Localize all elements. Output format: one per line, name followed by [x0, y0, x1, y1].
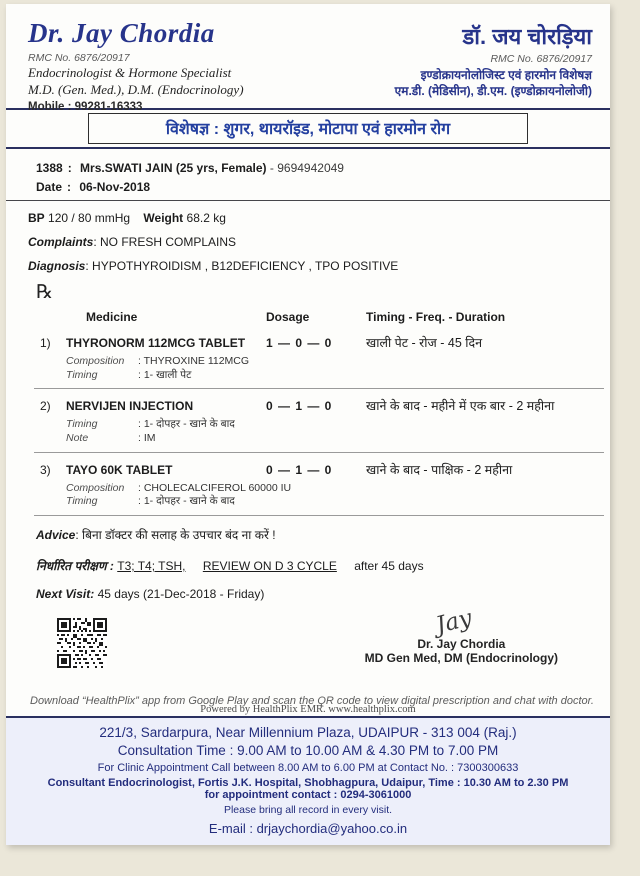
patient-id-row	[36, 159, 610, 178]
detail-label: Composition	[66, 481, 125, 494]
doctor-name-hindi: डॉ. जय चोरड़िया	[462, 24, 592, 49]
medicine-main-line	[40, 334, 610, 351]
signature-doctor-degree: MD Gen Med, DM (Endocrinology)	[364, 651, 558, 666]
next-visit-value: 45 days (21-Dec-2018 - Friday)	[97, 587, 265, 602]
complaints-value: : NO FRESH COMPLAINS	[93, 235, 237, 250]
date-label: Date	[36, 179, 63, 194]
doctor-title-hindi-2: एम.डी. (मेडिसीन), डी.एम. (इण्डोक्रायनोलोजी)	[394, 84, 592, 99]
advice-text: : बिना डॉक्टर की सलाह के उपचार बंद ना करें !	[75, 528, 276, 543]
bring-records-note: Please bring all record in every visit.	[223, 804, 393, 816]
patient-id: 1388	[36, 161, 63, 175]
rx-symbol: ℞	[36, 282, 54, 304]
medicine-name: NERVIJEN INJECTION	[66, 399, 194, 414]
header-timing: Timing - Freq. - Duration	[366, 310, 506, 325]
visit-date-row	[36, 178, 610, 197]
separator: :	[67, 161, 72, 175]
detail-value: : 1- खाली पेट	[138, 368, 192, 381]
complaints-row	[28, 235, 610, 249]
signature-scribble: Jay	[433, 605, 475, 639]
qr-code-icon	[57, 617, 107, 669]
separator: :	[67, 179, 72, 194]
divider	[6, 147, 610, 149]
medicine-table-header	[40, 310, 610, 324]
tests-review: REVIEW ON D 3 CYCLE	[202, 559, 337, 574]
clinic-email: E-mail : drjaychordia@yahoo.co.in	[208, 821, 408, 836]
signature-doctor-name: Dr. Jay Chordia	[417, 637, 506, 652]
vitals-section	[28, 211, 610, 273]
row-divider	[34, 515, 604, 516]
medicine-timing: खाने के बाद - महीने में एक बार - 2 महीना	[366, 399, 555, 414]
doctor-title-hindi-1: इण्डोक्रायनोलोजिस्ट एवं हारमोन विशेषज्ञ	[420, 67, 592, 82]
detail-value: : CHOLECALCIFEROL 60000 IU	[138, 481, 292, 494]
detail-label: Note	[66, 432, 89, 445]
specialty-banner-box	[88, 113, 528, 144]
hospital-appointment-contact: for appointment contact : 0294-3061000	[204, 789, 412, 801]
consultation-time: Consultation Time : 9.00 AM to 10.00 AM & 4.30 PM to 7.00 PM	[117, 743, 499, 758]
powered-by: Powered by HealthPlix EMR. www.healthplix.com	[200, 704, 416, 715]
bp-label: BP	[28, 211, 45, 226]
patient-name: Mrs.SWATI JAIN (25 yrs, Female)	[80, 161, 267, 175]
medicine-main-line	[40, 397, 610, 414]
signature-area	[6, 605, 610, 689]
rmc-number-left: RMC No. 6876/20917	[28, 52, 130, 65]
bp-value: 120 / 80 mmHg	[48, 211, 131, 226]
patient-identity	[36, 159, 610, 196]
detail-label: Composition	[66, 355, 125, 368]
doctor-mobile: Mobile : 99281-16333	[28, 100, 143, 113]
medicine-dosage: 1 — 0 — 0	[266, 336, 333, 351]
tests-row	[36, 557, 610, 574]
header-dosage: Dosage	[266, 310, 310, 325]
tests-label: निर्धारित परीक्षण :	[36, 559, 114, 574]
medicine-detail	[66, 482, 610, 496]
bp-weight-row	[28, 211, 610, 225]
doctor-title-1: Endocrinologist & Hormone Specialist	[28, 65, 232, 81]
doctor-title-2: M.D. (Gen. Med.), D.M. (Endocrinology)	[28, 82, 244, 98]
diagnosis-row	[28, 259, 610, 273]
tests-names: T3; T4; TSH,	[117, 559, 186, 574]
medicine-dosage: 0 — 1 — 0	[266, 462, 333, 477]
clinic-footer	[6, 716, 610, 845]
specialty-banner-text: विशेषज्ञ : शुगर, थायरॉइड, मोटापा एवं हारमोन रोग	[165, 121, 451, 138]
row-divider	[34, 452, 604, 453]
medicine-main-line	[40, 461, 610, 478]
advice-label: Advice	[36, 528, 76, 543]
next-visit-row	[36, 587, 610, 601]
medicine-number: 1)	[40, 336, 51, 351]
weight-value: 68.2 kg	[186, 211, 226, 226]
detail-value: : 1- दोपहर - खाने के बाद	[138, 495, 235, 508]
tests-after: after 45 days	[354, 559, 424, 574]
doctor-signature-block	[364, 605, 558, 666]
clinic-appointment-line: For Clinic Appointment Call between 8.00 AM to 6.00 PM at Contact No. : 7300300633	[97, 762, 519, 774]
medicine-table	[40, 310, 610, 516]
medicine-row	[40, 397, 610, 445]
download-note: Download “HealthPlix” app from Google Play and scan the QR code to view digital prescription and chat with doctor.	[30, 695, 594, 708]
divider	[6, 200, 610, 201]
letterhead	[6, 4, 610, 113]
header-medicine: Medicine	[86, 310, 138, 325]
hospital-consultant-line: Consultant Endocrinologist, Fortis J.K. Hospital, Shobhagpura, Udaipur, Time : 10.30 AM to 2.30 PM	[47, 777, 569, 789]
medicine-name: THYRONORM 112MCG TABLET	[66, 336, 246, 351]
next-visit-label: Next Visit:	[36, 587, 95, 602]
rmc-number-right: RMC No. 6876/20917	[490, 53, 592, 66]
detail-label: Timing	[66, 368, 98, 381]
prescription-page	[6, 4, 610, 845]
medicine-detail	[66, 418, 610, 432]
clinic-address: 221/3, Sardarpura, Near Millennium Plaza, UDAIPUR - 313 004 (Raj.)	[99, 725, 517, 740]
medicine-number: 2)	[40, 399, 51, 414]
complaints-label: Complaints	[28, 235, 94, 250]
doctor-info-english	[28, 18, 244, 113]
advice-row	[36, 526, 610, 543]
medicine-detail	[66, 355, 610, 369]
medicine-timing: खाली पेट - रोज - 45 दिन	[366, 336, 483, 351]
medicine-name: TAYO 60K TABLET	[66, 462, 173, 477]
doctor-info-hindi	[395, 18, 592, 106]
patient-phone: - 9694942049	[269, 161, 344, 175]
date-value: 06-Nov-2018	[79, 179, 151, 194]
medicine-detail	[66, 432, 610, 446]
detail-value: : THYROXINE 112MCG	[138, 355, 250, 368]
medicine-number: 3)	[40, 462, 51, 477]
weight-label: Weight	[143, 211, 184, 226]
row-divider	[34, 388, 604, 389]
detail-value: : IM	[138, 432, 156, 445]
diagnosis-value: : HYPOTHYROIDISM , B12DEFICIENCY , TPO POSITIVE	[85, 259, 399, 274]
detail-value: : 1- दोपहर - खाने के बाद	[138, 418, 235, 431]
medicine-dosage: 0 — 1 — 0	[266, 399, 333, 414]
doctor-name-english: Dr. Jay Chordia	[28, 18, 215, 48]
medicine-row	[40, 461, 610, 509]
medicine-timing: खाने के बाद - पाक्षिक - 2 महीना	[366, 462, 513, 477]
diagnosis-label: Diagnosis	[28, 259, 86, 274]
medicine-detail	[66, 369, 610, 383]
medicine-row	[40, 334, 610, 382]
detail-label: Timing	[66, 418, 98, 431]
medicine-detail	[66, 495, 610, 509]
detail-label: Timing	[66, 495, 98, 508]
